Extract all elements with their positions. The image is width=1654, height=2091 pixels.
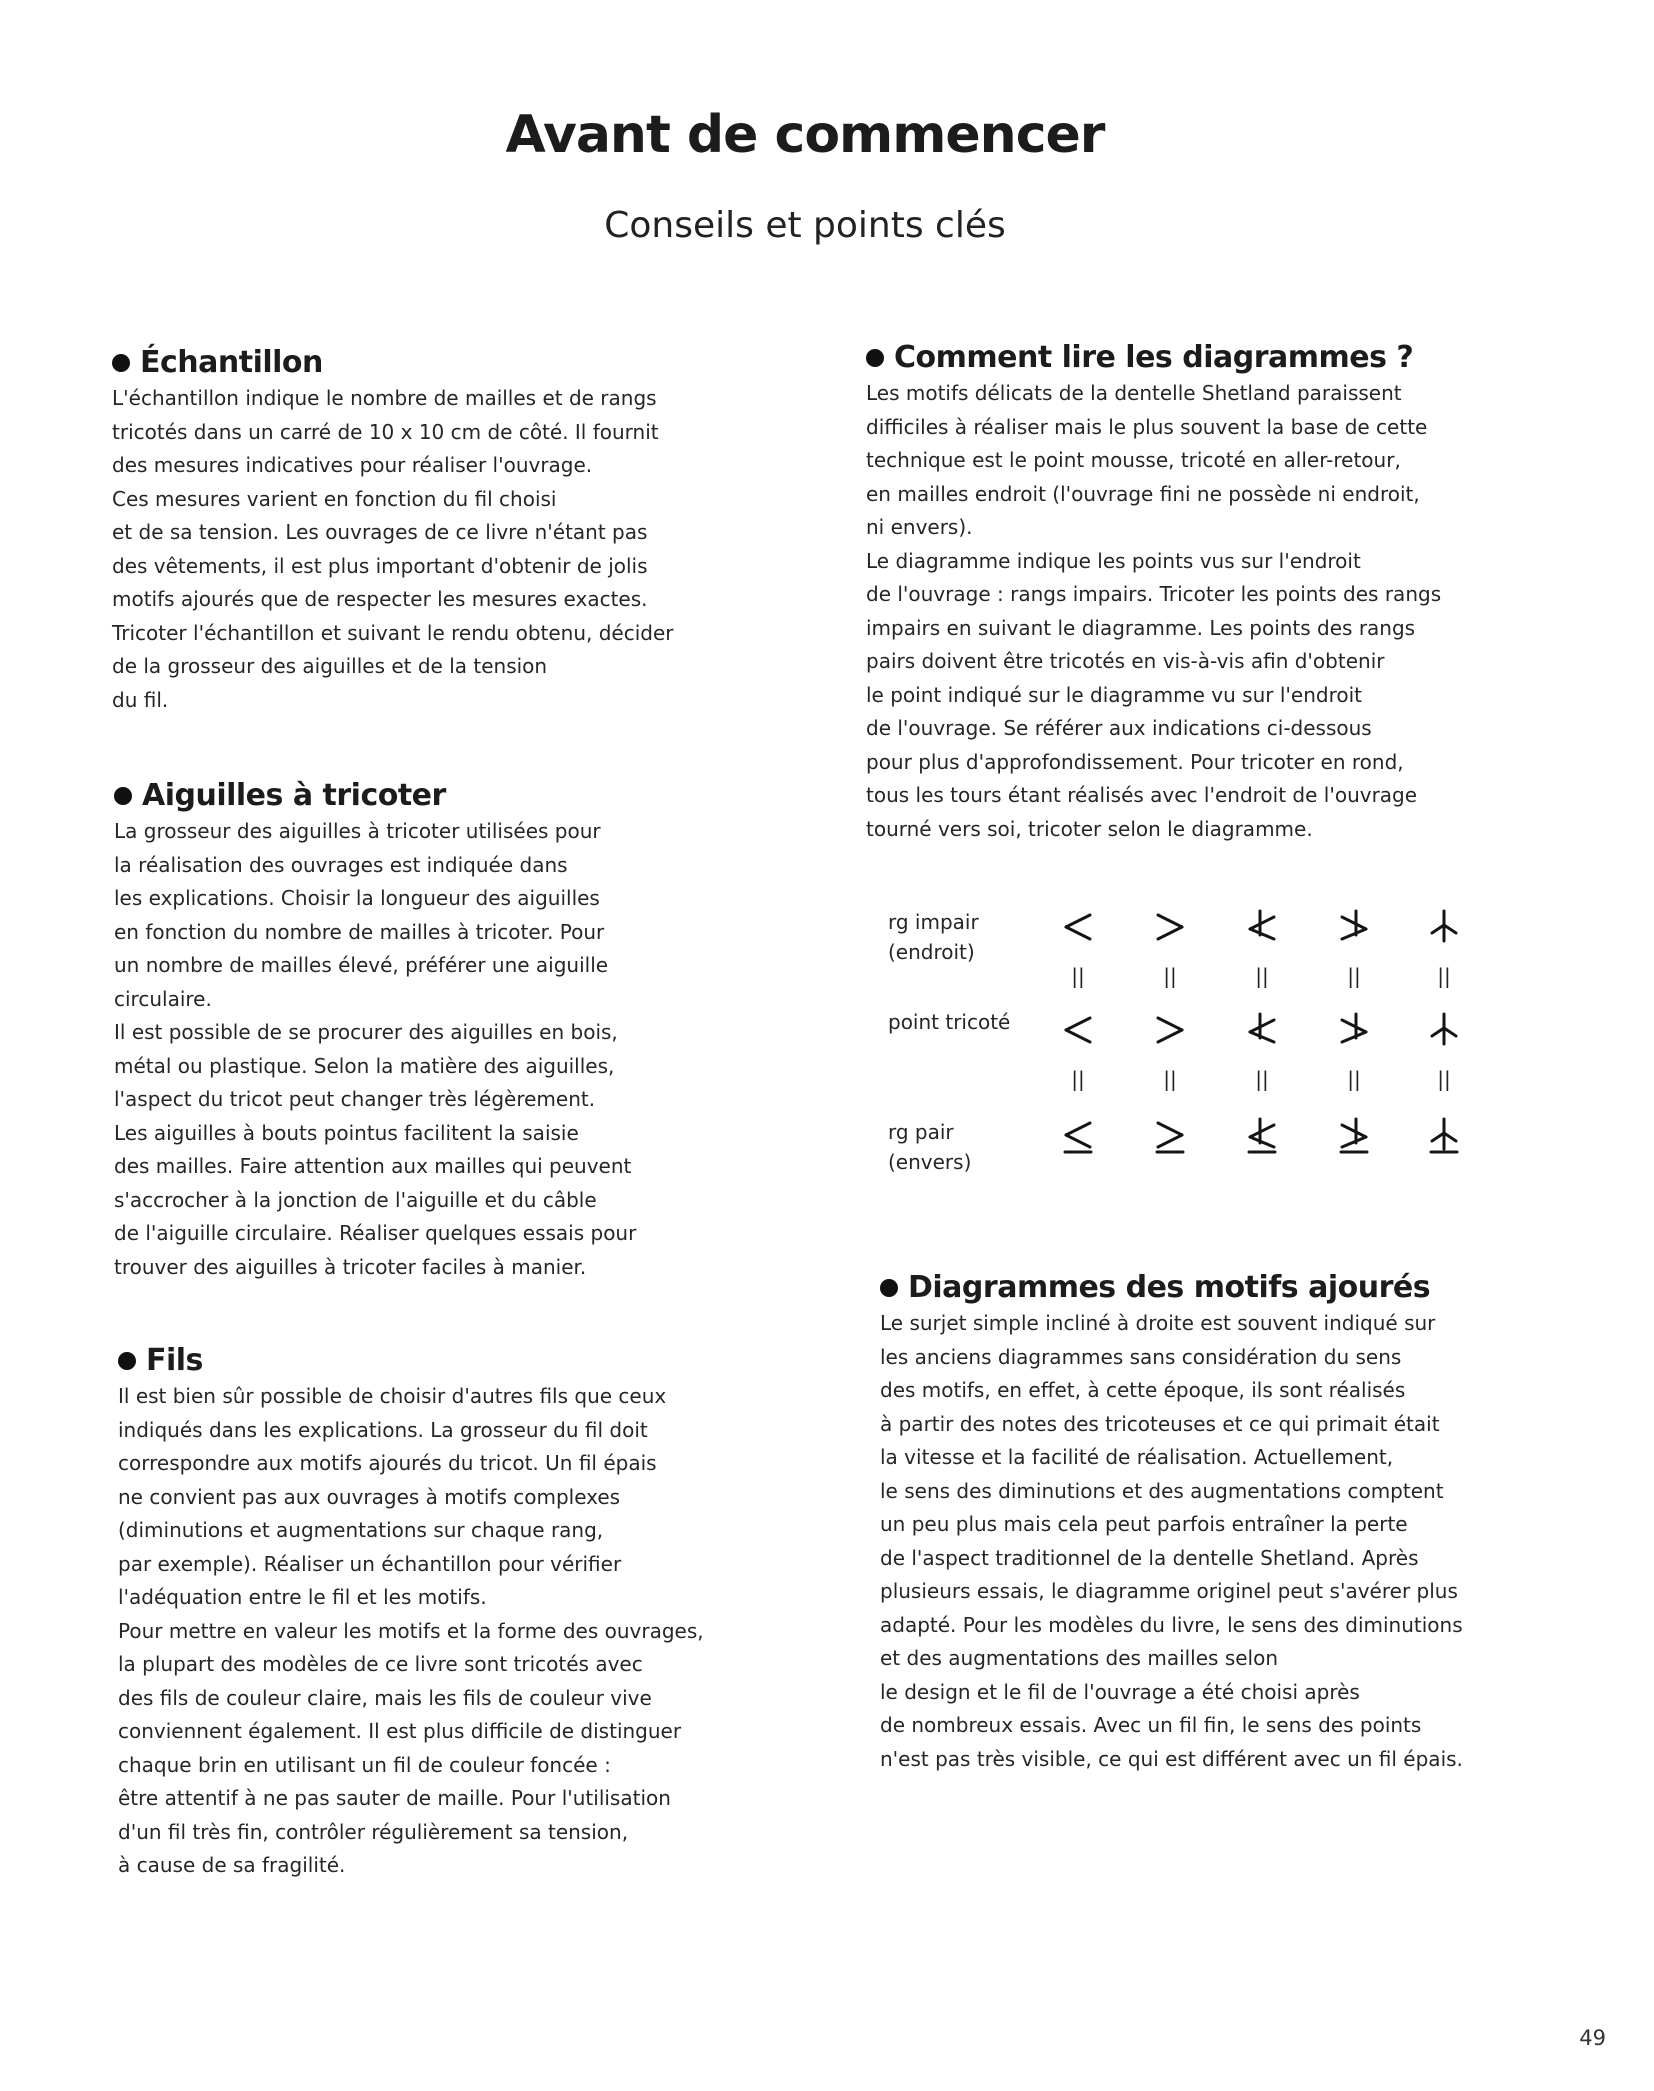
- body-line: ne convient pas aux ouvrages à motifs complexes: [118, 1484, 621, 1509]
- body-line: un nombre de mailles élevé, préférer une aiguille: [114, 953, 609, 977]
- body-line: Le diagramme indique les points vus sur l'endroit: [866, 548, 1361, 573]
- body-line: Les motifs délicats de la dentelle Shetland paraissent: [866, 381, 1402, 405]
- body-line: les explications. Choisir la longueur des aiguilles: [114, 886, 600, 910]
- section-heading: [118, 1343, 704, 1378]
- body-line: tous les tours étant réalisés avec l'endroit de l'ouvrage: [866, 783, 1418, 807]
- body-line: l'adéquation entre le fil et les motifs.: [118, 1585, 487, 1609]
- body-line: circulaire.: [114, 986, 212, 1011]
- body-line: le sens des diminutions et des augmentations comptent: [880, 1478, 1444, 1503]
- equals-mark: ||: [1071, 964, 1085, 988]
- section-body: [112, 382, 674, 717]
- left-double-decrease-symbol: [1250, 911, 1274, 939]
- section-diagrammes-ajoures: [880, 1270, 1463, 1776]
- section-heading: [112, 345, 674, 380]
- left-decrease-symbol: [1066, 915, 1090, 939]
- section-fils: [118, 1343, 704, 1883]
- body-line: des fils de couleur claire, mais les fils de couleur vive: [118, 1685, 652, 1710]
- body-line: de l'aspect traditionnel de la dentelle Shetland. Après: [880, 1545, 1419, 1570]
- body-line: métal ou plastique. Selon la matière des aiguilles,: [114, 1053, 615, 1078]
- body-line: motifs ajourés que de respecter les mesures exactes.: [112, 587, 648, 611]
- body-line: de l'ouvrage. Se référer aux indications ci-dessous: [866, 716, 1372, 740]
- body-line: chaque brin en utilisant un fil de couleur foncée :: [118, 1752, 611, 1777]
- section-heading: [880, 1270, 1463, 1305]
- body-line: Le surjet simple incliné à droite est souvent indiqué sur: [880, 1311, 1436, 1335]
- section-echantillon: [112, 345, 674, 717]
- central-double-decrease-symbol: [1432, 1014, 1456, 1044]
- body-line: et des augmentations des mailles selon: [880, 1646, 1279, 1670]
- equals-mark: ||: [1163, 1067, 1177, 1091]
- body-line: tricotés dans un carré de 10 x 10 cm de côté. Il fournit: [112, 419, 659, 444]
- legend-label-line: (endroit): [888, 940, 975, 964]
- left-double-decrease-symbol: [1249, 1119, 1275, 1152]
- body-line: des motifs, en effet, à cette époque, ils sont réalisés: [880, 1378, 1406, 1402]
- legend-label-line: point tricoté: [888, 1010, 1011, 1034]
- section-aiguilles: [114, 778, 636, 1284]
- equals-mark: ||: [1347, 1067, 1361, 1091]
- body-line: technique est le point mousse, tricoté en aller-retour,: [866, 448, 1401, 472]
- bullet-icon: [118, 1352, 136, 1370]
- body-line: Il est possible de se procurer des aiguilles en bois,: [114, 1020, 618, 1044]
- body-line: pairs doivent être tricotés en vis-à-vis afin d'obtenir: [866, 649, 1385, 673]
- body-line: indiqués dans les explications. La grosseur du fil doit: [118, 1417, 648, 1442]
- equals-mark: ||: [1437, 1067, 1451, 1091]
- left-double-decrease-symbol: [1250, 1014, 1274, 1042]
- bullet-icon: [880, 1279, 898, 1297]
- bullet-icon: [866, 349, 884, 367]
- body-line: Tricoter l'échantillon et suivant le rendu obtenu, décider: [112, 620, 674, 645]
- equals-mark: ||: [1437, 964, 1451, 988]
- body-line: s'accrocher à la jonction de l'aiguille et du câble: [114, 1187, 597, 1212]
- body-line: à partir des notes des tricoteuses et ce qui primait était: [880, 1411, 1440, 1436]
- section-body: [880, 1307, 1463, 1776]
- section-body: [118, 1380, 704, 1883]
- equals-mark: ||: [1163, 964, 1177, 988]
- right-decrease-symbol: [1157, 1123, 1183, 1152]
- equals-mark: ||: [1255, 1067, 1269, 1091]
- page-title: Avant de commencer: [505, 105, 1105, 165]
- body-line: (diminutions et augmentations sur chaque rang,: [118, 1518, 604, 1542]
- body-line: de l'aiguille circulaire. Réaliser quelques essais pour: [114, 1221, 637, 1245]
- equals-mark: ||: [1347, 964, 1361, 988]
- body-line: du fil.: [112, 687, 169, 712]
- section-body: [866, 377, 1441, 846]
- body-line: Pour mettre en valeur les motifs et la forme des ouvrages,: [118, 1618, 704, 1643]
- body-line: des mailles. Faire attention aux mailles qui peuvent: [114, 1154, 632, 1178]
- body-line: Les aiguilles à bouts pointus facilitent la saisie: [114, 1120, 579, 1145]
- body-line: correspondre aux motifs ajourés du tricot. Un fil épais: [118, 1451, 657, 1475]
- section-heading: [114, 778, 636, 813]
- central-double-decrease-symbol: [1432, 911, 1456, 941]
- body-line: plusieurs essais, le diagramme originel peut s'avérer plus: [880, 1579, 1458, 1603]
- body-line: d'un fil très fin, contrôler régulièrement sa tension,: [118, 1819, 629, 1844]
- body-line: en mailles endroit (l'ouvrage fini ne possède ni endroit,: [866, 481, 1420, 506]
- section-heading-text: Fils: [146, 1343, 203, 1378]
- right-decrease-symbol: [1158, 1018, 1182, 1042]
- body-line: de nombreux essais. Avec un fil fin, le sens des points: [880, 1713, 1422, 1737]
- section-heading-text: Diagrammes des motifs ajourés: [908, 1270, 1431, 1305]
- section-body: [114, 815, 636, 1284]
- legend-label-line: (envers): [888, 1150, 972, 1174]
- right-double-decrease-symbol: [1342, 911, 1366, 939]
- body-line: par exemple). Réaliser un échantillon pour vérifier: [118, 1551, 622, 1576]
- body-line: les anciens diagrammes sans considération du sens: [880, 1344, 1402, 1369]
- body-line: tourné vers soi, tricoter selon le diagramme.: [866, 816, 1313, 841]
- section-heading-text: Comment lire les diagrammes ?: [894, 340, 1414, 375]
- body-line: et de sa tension. Les ouvrages de ce livre n'étant pas: [112, 520, 648, 544]
- body-line: pour plus d'approfondissement. Pour tricoter en rond,: [866, 749, 1404, 774]
- equals-mark: ||: [1255, 964, 1269, 988]
- section-comment-lire: [866, 340, 1441, 846]
- page-number: 49: [1579, 2026, 1606, 2050]
- body-line: le point indiqué sur le diagramme vu sur l'endroit: [866, 682, 1362, 707]
- body-line: L'échantillon indique le nombre de mailles et de rangs: [112, 386, 657, 410]
- body-line: difficiles à réaliser mais le plus souvent la base de cette: [866, 414, 1428, 439]
- body-line: impairs en suivant le diagramme. Les points des rangs: [866, 615, 1416, 640]
- body-line: l'aspect du tricot peut changer très légèrement.: [114, 1087, 596, 1111]
- body-line: ni envers).: [866, 515, 973, 539]
- body-line: un peu plus mais cela peut parfois entraîner la perte: [880, 1512, 1408, 1536]
- body-line: le design et le fil de l'ouvrage a été choisi après: [880, 1679, 1360, 1704]
- body-line: des mesures indicatives pour réaliser l'ouvrage.: [112, 453, 593, 477]
- bullet-icon: [112, 354, 130, 372]
- body-line: Ces mesures varient en fonction du fil choisi: [112, 486, 557, 511]
- right-double-decrease-symbol: [1341, 1119, 1367, 1152]
- body-line: la réalisation des ouvrages est indiquée dans: [114, 852, 568, 877]
- page-subtitle: Conseils et points clés: [604, 205, 1006, 246]
- section-heading-text: Aiguilles à tricoter: [142, 778, 446, 813]
- body-line: la plupart des modèles de ce livre sont tricotés avec: [118, 1652, 643, 1676]
- right-decrease-symbol: [1158, 915, 1182, 939]
- body-line: être attentif à ne pas sauter de maille. Pour l'utilisation: [118, 1786, 671, 1810]
- right-double-decrease-symbol: [1342, 1014, 1366, 1042]
- central-double-decrease-symbol: [1431, 1119, 1457, 1152]
- body-line: de l'ouvrage : rangs impairs. Tricoter les points des rangs: [866, 582, 1442, 606]
- body-line: adapté. Pour les modèles du livre, le sens des diminutions: [880, 1612, 1463, 1637]
- left-decrease-symbol: [1066, 1018, 1090, 1042]
- body-line: la vitesse et la facilité de réalisation. Actuellement,: [880, 1445, 1394, 1469]
- body-line: conviennent également. Il est plus difficile de distinguer: [118, 1719, 682, 1743]
- body-line: Il est bien sûr possible de choisir d'autres fils que ceux: [118, 1384, 667, 1408]
- left-decrease-symbol: [1065, 1123, 1091, 1152]
- body-line: de la grosseur des aiguilles et de la tension: [112, 654, 548, 678]
- body-line: à cause de sa fragilité.: [118, 1853, 346, 1877]
- legend-label-line: rg impair: [888, 910, 979, 934]
- body-line: des vêtements, il est plus important d'obtenir de jolis: [112, 553, 648, 578]
- equals-mark: ||: [1071, 1067, 1085, 1091]
- body-line: trouver des aiguilles à tricoter faciles à manier.: [114, 1254, 587, 1279]
- legend-symbols: [888, 895, 1488, 1195]
- body-line: en fonction du nombre de mailles à tricoter. Pour: [114, 919, 605, 944]
- section-heading-text: Échantillon: [140, 345, 323, 380]
- stitch-legend: [888, 895, 1488, 1195]
- body-line: n'est pas très visible, ce qui est différent avec un fil épais.: [880, 1746, 1463, 1771]
- legend-label-line: rg pair: [888, 1120, 954, 1144]
- section-heading: [866, 340, 1441, 375]
- bullet-icon: [114, 787, 132, 805]
- body-line: La grosseur des aiguilles à tricoter utilisées pour: [114, 819, 601, 843]
